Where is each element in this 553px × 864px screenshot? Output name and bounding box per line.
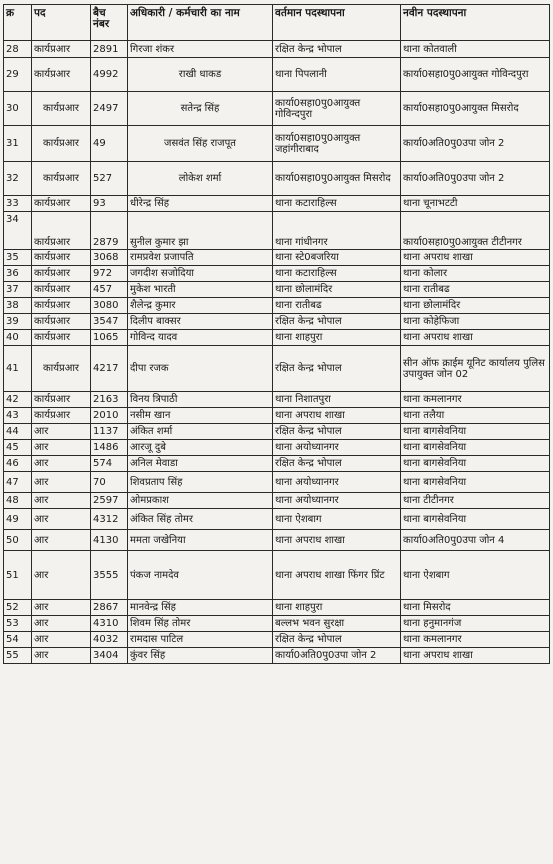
name-cell: अंकित शर्मा	[128, 424, 273, 440]
header-designation: पद	[32, 5, 91, 41]
batch-cell: 4130	[91, 530, 128, 551]
designation-cell: आर	[32, 440, 91, 456]
new-posting-cell: थाना बागसेवनिया	[401, 424, 550, 440]
batch-cell: 3547	[91, 314, 128, 330]
sno-cell: 32	[4, 162, 32, 196]
designation-cell: आर	[32, 530, 91, 551]
transfer-table	[3, 4, 550, 664]
current-posting-cell: रक्षित केन्द्र भोपाल	[273, 424, 401, 440]
designation-cell: आर	[32, 493, 91, 509]
name-cell: नसीम खान	[128, 408, 273, 424]
current-posting-cell: थाना कटाराहिल्स	[273, 266, 401, 282]
name-cell: सतेन्द्र सिंह	[128, 92, 273, 126]
table-row	[4, 162, 550, 196]
name-cell: मानवेन्द्र सिंह	[128, 600, 273, 616]
new-posting-cell: थाना कोलार	[401, 266, 550, 282]
sno-cell: 55	[4, 648, 32, 664]
sno-cell: 48	[4, 493, 32, 509]
designation-cell: कार्यप्रआर	[32, 330, 91, 346]
new-posting-cell: थाना अपराध शाखा	[401, 648, 550, 664]
name-cell: कुंवर सिंह	[128, 648, 273, 664]
batch-cell: 2163	[91, 392, 128, 408]
table-row	[4, 530, 550, 551]
sno-cell: 31	[4, 126, 32, 162]
designation-cell: कार्यप्रआर	[32, 162, 91, 196]
table-row	[4, 408, 550, 424]
name-cell: दीपा रजक	[128, 346, 273, 392]
designation-cell: कार्यप्रआर	[32, 250, 91, 266]
new-posting-cell: कार्या0अति0पु0उपा जोन 4	[401, 530, 550, 551]
new-posting-cell: थाना बागसेवनिया	[401, 472, 550, 493]
batch-cell: 93	[91, 196, 128, 212]
new-posting-cell: थाना बागसेवनिया	[401, 440, 550, 456]
table-row	[4, 551, 550, 600]
name-cell: शिवप्रताप सिंह	[128, 472, 273, 493]
sno-cell: 53	[4, 616, 32, 632]
batch-cell: 2891	[91, 41, 128, 58]
table-row	[4, 330, 550, 346]
batch-cell: 70	[91, 472, 128, 493]
name-cell: आरजू दुबे	[128, 440, 273, 456]
posting-order-sheet	[3, 4, 549, 860]
table-row	[4, 632, 550, 648]
designation-cell: कार्यप्रआर	[32, 41, 91, 58]
name-cell: गिरजा शंकर	[128, 41, 273, 58]
batch-cell: 1486	[91, 440, 128, 456]
sno-cell: 46	[4, 456, 32, 472]
table-row	[4, 616, 550, 632]
new-posting-cell: थाना मिसरोद	[401, 600, 550, 616]
batch-cell: 2879	[91, 212, 128, 250]
batch-cell: 3555	[91, 551, 128, 600]
table-row	[4, 126, 550, 162]
sno-cell: 29	[4, 58, 32, 92]
batch-cell: 49	[91, 126, 128, 162]
designation-cell: कार्यप्रआर	[32, 58, 91, 92]
sno-cell: 49	[4, 509, 32, 530]
name-cell: सुनील कुमार झा	[128, 212, 273, 250]
sno-cell: 41	[4, 346, 32, 392]
current-posting-cell: कार्या0सहा0पु0आयुक्त गोविन्दपुरा	[273, 92, 401, 126]
header-current-posting: वर्तमान पदस्थापना	[273, 5, 401, 41]
current-posting-cell: थाना शाहपुरा	[273, 330, 401, 346]
current-posting-cell: थाना अपराध शाखा	[273, 530, 401, 551]
name-cell: लोकेश शर्मा	[128, 162, 273, 196]
current-posting-cell: कार्या0सहा0पु0आयुक्त मिसरोद	[273, 162, 401, 196]
sno-cell: 52	[4, 600, 32, 616]
table-row	[4, 314, 550, 330]
designation-cell: कार्यप्रआर	[32, 282, 91, 298]
sno-cell: 37	[4, 282, 32, 298]
new-posting-cell: थाना अपराध शाखा	[401, 330, 550, 346]
name-cell: शिवम सिंह तोमर	[128, 616, 273, 632]
new-posting-cell: थाना कमलानगर	[401, 632, 550, 648]
current-posting-cell: थाना अपराध शाखा	[273, 408, 401, 424]
new-posting-cell: थाना बागसेवनिया	[401, 509, 550, 530]
header-name: अधिकारी / कर्मचारी का नाम	[128, 5, 273, 41]
table-row	[4, 493, 550, 509]
name-cell: रामदास पाटिल	[128, 632, 273, 648]
current-posting-cell: थाना अयोध्यानगर	[273, 472, 401, 493]
new-posting-cell: थाना कोतवाली	[401, 41, 550, 58]
name-cell: जगदीश सजोदिया	[128, 266, 273, 282]
batch-cell: 1065	[91, 330, 128, 346]
current-posting-cell: थाना कटाराहिल्स	[273, 196, 401, 212]
current-posting-cell: थाना रातीबढ	[273, 298, 401, 314]
designation-cell: कार्यप्रआर	[32, 92, 91, 126]
table-row	[4, 266, 550, 282]
table-row	[4, 346, 550, 392]
sno-cell: 30	[4, 92, 32, 126]
designation-cell: आर	[32, 551, 91, 600]
new-posting-cell: थाना अपराध शाखा	[401, 250, 550, 266]
header-new-posting: नवीन पदस्थापना	[401, 5, 550, 41]
current-posting-cell: थाना शाहपुरा	[273, 600, 401, 616]
sno-cell: 44	[4, 424, 32, 440]
table-row	[4, 196, 550, 212]
batch-cell: 2597	[91, 493, 128, 509]
current-posting-cell: रक्षित केन्द्र भोपाल	[273, 632, 401, 648]
header-batch: बैच नंबर	[91, 5, 128, 41]
current-posting-cell: रक्षित केन्द्र भोपाल	[273, 41, 401, 58]
designation-cell: आर	[32, 600, 91, 616]
batch-cell: 2497	[91, 92, 128, 126]
table-row	[4, 41, 550, 58]
new-posting-cell: थाना ऐशबाग	[401, 551, 550, 600]
new-posting-cell: थाना रातीबढ	[401, 282, 550, 298]
new-posting-cell: थाना छोलामंदिर	[401, 298, 550, 314]
new-posting-cell: थाना कोहेफिजा	[401, 314, 550, 330]
designation-cell: आर	[32, 648, 91, 664]
batch-cell: 4312	[91, 509, 128, 530]
new-posting-cell: सीन ऑफ क्राईम यूनिट कार्यालय पुलिस उपायुक्त जोन 02	[401, 346, 550, 392]
name-cell: रामप्रवेश प्रजापति	[128, 250, 273, 266]
designation-cell: आर	[32, 472, 91, 493]
sno-cell: 43	[4, 408, 32, 424]
sno-cell: 39	[4, 314, 32, 330]
table-row	[4, 424, 550, 440]
designation-cell: आर	[32, 424, 91, 440]
batch-cell: 457	[91, 282, 128, 298]
name-cell: ओमप्रकाश	[128, 493, 273, 509]
table-row	[4, 392, 550, 408]
sno-cell: 42	[4, 392, 32, 408]
name-cell: गोविन्द यादव	[128, 330, 273, 346]
batch-cell: 527	[91, 162, 128, 196]
table-row	[4, 212, 550, 250]
current-posting-cell: थाना अयोध्यानगर	[273, 440, 401, 456]
batch-cell: 4310	[91, 616, 128, 632]
batch-cell: 4032	[91, 632, 128, 648]
sno-cell: 40	[4, 330, 32, 346]
name-cell: धीरेन्द्र सिंह	[128, 196, 273, 212]
table-row	[4, 600, 550, 616]
designation-cell: आर	[32, 632, 91, 648]
sno-cell: 36	[4, 266, 32, 282]
sno-cell: 34	[4, 212, 32, 250]
current-posting-cell: कार्या0सहा0पु0आयुक्त जहांगीराबाद	[273, 126, 401, 162]
sno-cell: 47	[4, 472, 32, 493]
name-cell: मुकेश भारती	[128, 282, 273, 298]
sno-cell: 33	[4, 196, 32, 212]
current-posting-cell: थाना ऐशबाग	[273, 509, 401, 530]
designation-cell: आर	[32, 456, 91, 472]
name-cell: पंकज नामदेव	[128, 551, 273, 600]
name-cell: अंकित सिंह तोमर	[128, 509, 273, 530]
name-cell: जसवंत सिंह राजपूत	[128, 126, 273, 162]
new-posting-cell: थाना कमलानगर	[401, 392, 550, 408]
current-posting-cell: रक्षित केन्द्र भोपाल	[273, 314, 401, 330]
new-posting-cell: कार्या0सहा0पु0आयुक्त गोविन्दपुरा	[401, 58, 550, 92]
table-row	[4, 92, 550, 126]
designation-cell: कार्यप्रआर	[32, 408, 91, 424]
name-cell: शैलेन्द्र कुमार	[128, 298, 273, 314]
sno-cell: 28	[4, 41, 32, 58]
sno-cell: 51	[4, 551, 32, 600]
new-posting-cell: थाना चूनाभटटी	[401, 196, 550, 212]
sno-cell: 50	[4, 530, 32, 551]
batch-cell: 2867	[91, 600, 128, 616]
current-posting-cell: रक्षित केन्द्र भोपाल	[273, 346, 401, 392]
new-posting-cell: कार्या0अति0पु0उपा जोन 2	[401, 126, 550, 162]
sno-cell: 54	[4, 632, 32, 648]
table-row	[4, 250, 550, 266]
current-posting-cell: कार्या0अति0पु0उपा जोन 2	[273, 648, 401, 664]
batch-cell: 1137	[91, 424, 128, 440]
current-posting-cell: थाना निशातपुरा	[273, 392, 401, 408]
designation-cell: कार्यप्रआर	[32, 392, 91, 408]
new-posting-cell: कार्या0अति0पु0उपा जोन 2	[401, 162, 550, 196]
current-posting-cell: थाना अपराध शाखा फिंगर प्रिंट	[273, 551, 401, 600]
batch-cell: 3404	[91, 648, 128, 664]
batch-cell: 2010	[91, 408, 128, 424]
sno-cell: 45	[4, 440, 32, 456]
batch-cell: 3068	[91, 250, 128, 266]
designation-cell: कार्यप्रआर	[32, 298, 91, 314]
name-cell: राखी धाकड	[128, 58, 273, 92]
designation-cell: कार्यप्रआर	[32, 314, 91, 330]
name-cell: दिलीप बाक्सर	[128, 314, 273, 330]
header-sno: क्र	[4, 5, 32, 41]
table-row	[4, 440, 550, 456]
designation-cell: कार्यप्रआर	[32, 346, 91, 392]
table-row	[4, 648, 550, 664]
designation-cell: कार्यप्रआर	[32, 196, 91, 212]
new-posting-cell: कार्या0सहा0पु0आयुक्त मिसरोद	[401, 92, 550, 126]
designation-cell: कार्यप्रआर	[32, 266, 91, 282]
designation-cell: कार्यप्रआर	[32, 126, 91, 162]
designation-cell: आर	[32, 616, 91, 632]
table-row	[4, 472, 550, 493]
current-posting-cell: थाना छोलामंदिर	[273, 282, 401, 298]
name-cell: विनय त्रिपाठी	[128, 392, 273, 408]
name-cell: अनिल मेवाडा	[128, 456, 273, 472]
current-posting-cell: थाना स्टे0बजरिया	[273, 250, 401, 266]
batch-cell: 574	[91, 456, 128, 472]
new-posting-cell: कार्या0सहा0पु0आयुक्त टीटीनगर	[401, 212, 550, 250]
current-posting-cell: थाना अयोध्यानगर	[273, 493, 401, 509]
sno-cell: 38	[4, 298, 32, 314]
batch-cell: 972	[91, 266, 128, 282]
designation-cell: आर	[32, 509, 91, 530]
new-posting-cell: थाना तलैया	[401, 408, 550, 424]
current-posting-cell: बल्लभ भवन सुरक्षा	[273, 616, 401, 632]
header-row	[4, 5, 550, 41]
table-row	[4, 298, 550, 314]
batch-cell: 4217	[91, 346, 128, 392]
current-posting-cell: रक्षित केन्द्र भोपाल	[273, 456, 401, 472]
batch-cell: 4992	[91, 58, 128, 92]
new-posting-cell: थाना हनुमानगंज	[401, 616, 550, 632]
table-row	[4, 282, 550, 298]
new-posting-cell: थाना बागसेवनिया	[401, 456, 550, 472]
table-row	[4, 58, 550, 92]
sno-cell: 35	[4, 250, 32, 266]
table-row	[4, 509, 550, 530]
designation-cell: कार्यप्रआर	[32, 212, 91, 250]
new-posting-cell: थाना टीटीनगर	[401, 493, 550, 509]
current-posting-cell: थाना गांधीनगर	[273, 212, 401, 250]
table-row	[4, 456, 550, 472]
batch-cell: 3080	[91, 298, 128, 314]
name-cell: ममता जखेनिया	[128, 530, 273, 551]
current-posting-cell: थाना पिपलानी	[273, 58, 401, 92]
